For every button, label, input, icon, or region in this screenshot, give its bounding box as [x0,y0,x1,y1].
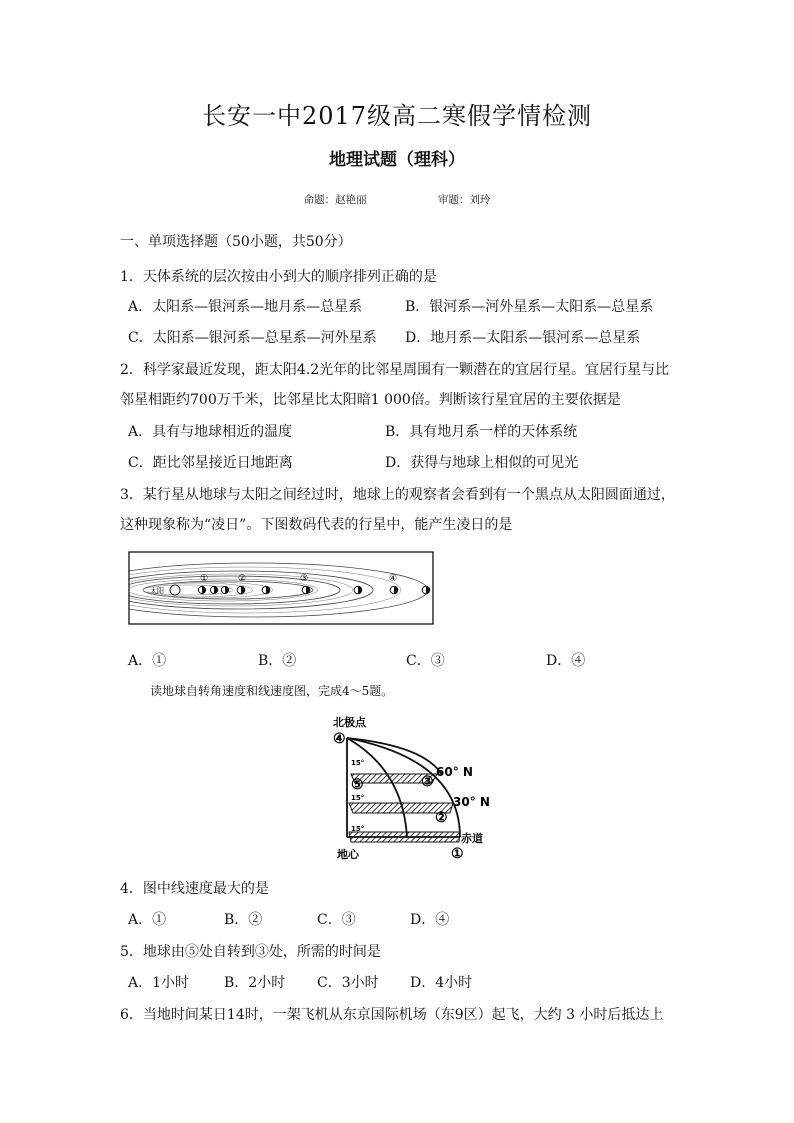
q2-option-b: B．具有地月系一样的天体系统 [385,424,578,440]
q1-option-d: D．地月系—太阳系—银河系—总星系 [405,330,641,346]
point-5-label: ⑤ [351,777,364,793]
q3-option-b: B．② [258,653,297,669]
q6-stem: 6．当地时间某日14时，一架飞机从东京国际机场（东9区）起飞，大约 3 小时后抵达上 [120,1007,664,1023]
lat-30-label: 30° N [453,795,490,809]
q1-option-a: A．太阳系—银河系—地月系—总星系 [128,299,363,315]
q5-stem: 5．地球由⑤处自转到③处，所需的时间是 [120,944,381,960]
q1-option-b: B．银河系—河外星系—太阳系—总星系 [405,299,654,315]
q3-option-d: D．④ [546,653,586,669]
angle-label-30: 15° [351,794,365,802]
lat-60-label: 60° N [436,765,473,779]
section-heading: 一、单项选择题（50小题，共50分） [120,234,352,250]
point-1-label: ① [451,846,464,862]
page-subtitle: 地理试题（理科） [329,150,465,170]
q3-option-c: C．③ [406,653,445,669]
q5-option-c: C．3小时 [317,975,379,991]
reviewer-label: 审题：刘玲 [437,194,491,206]
angle-label-60: 15° [351,759,365,767]
q4-option-c: C．③ [317,912,356,928]
q1-stem: 1．天体系统的层次按由小到大的顺序排列正确的是 [120,269,437,285]
q4-option-b: B．② [224,912,263,928]
orbit-mark-1: ① [200,574,209,584]
point-2-label: ② [435,810,448,826]
q4-option-d: D．④ [410,912,450,928]
earth-center-label: 地心 [337,848,359,861]
equator-label: 赤道 [461,832,483,845]
author-label: 命题：赵艳丽 [303,194,367,206]
q4-stem: 4．图中线速度最大的是 [120,881,269,897]
q3-stem-line2: 这种现象称为“凌日”。下图数码代表的行星中，能产生凌日的是 [120,517,513,533]
q2-option-a: A．具有与地球相近的温度 [128,424,293,440]
planet-orbit-figure [128,551,434,625]
orbit-mark-3: ③ [300,574,309,584]
q2-stem-line2: 邻星相距约700万千米，比邻星比太阳暗1 000倍。判断该行星宜居的主要依据是 [120,392,621,408]
q4-option-a: A．① [128,912,167,928]
q3-option-a: A．① [128,653,167,669]
q5-option-d: D．4小时 [410,975,473,991]
q2-option-c: C．距比邻星接近日地距离 [128,455,293,471]
north-pole-label: 北极点 [333,716,366,729]
point-4-label: ④ [333,731,346,747]
sun-icon [170,585,180,595]
q5-option-a: A．1小时 [128,975,190,991]
q2-stem-line1: 2．科学家最近发现，距太阳4.2光年的比邻星周围有一颗潜在的宜居行星。宜居行星与比 [120,362,670,378]
rotation-speed-figure [325,712,505,862]
orbit-mark-4: ④ [389,574,398,584]
q5-option-b: B．2小时 [224,975,286,991]
angle-label-0: 15° [351,825,365,833]
q2-option-d: D．获得与地球上相似的可见光 [385,455,579,471]
authors-line [0,192,794,207]
sun-label: 太阳 [150,587,164,595]
point-3-label: ③ [421,774,434,790]
q3-stem-line1: 3．某行星从地球与太阳之间经过时，地球上的观察者会看到有一个黑点从太阳圆面通过， [120,487,675,503]
page-title: 长安一中2017级高二寒假学情检测 [201,102,593,130]
orbit-mark-2: ② [238,574,247,584]
figure-instruction: 读地球自转角速度和线速度图，完成4～5题。 [150,684,394,698]
q1-option-c: C．太阳系—银河系—总星系—河外星系 [128,330,377,346]
